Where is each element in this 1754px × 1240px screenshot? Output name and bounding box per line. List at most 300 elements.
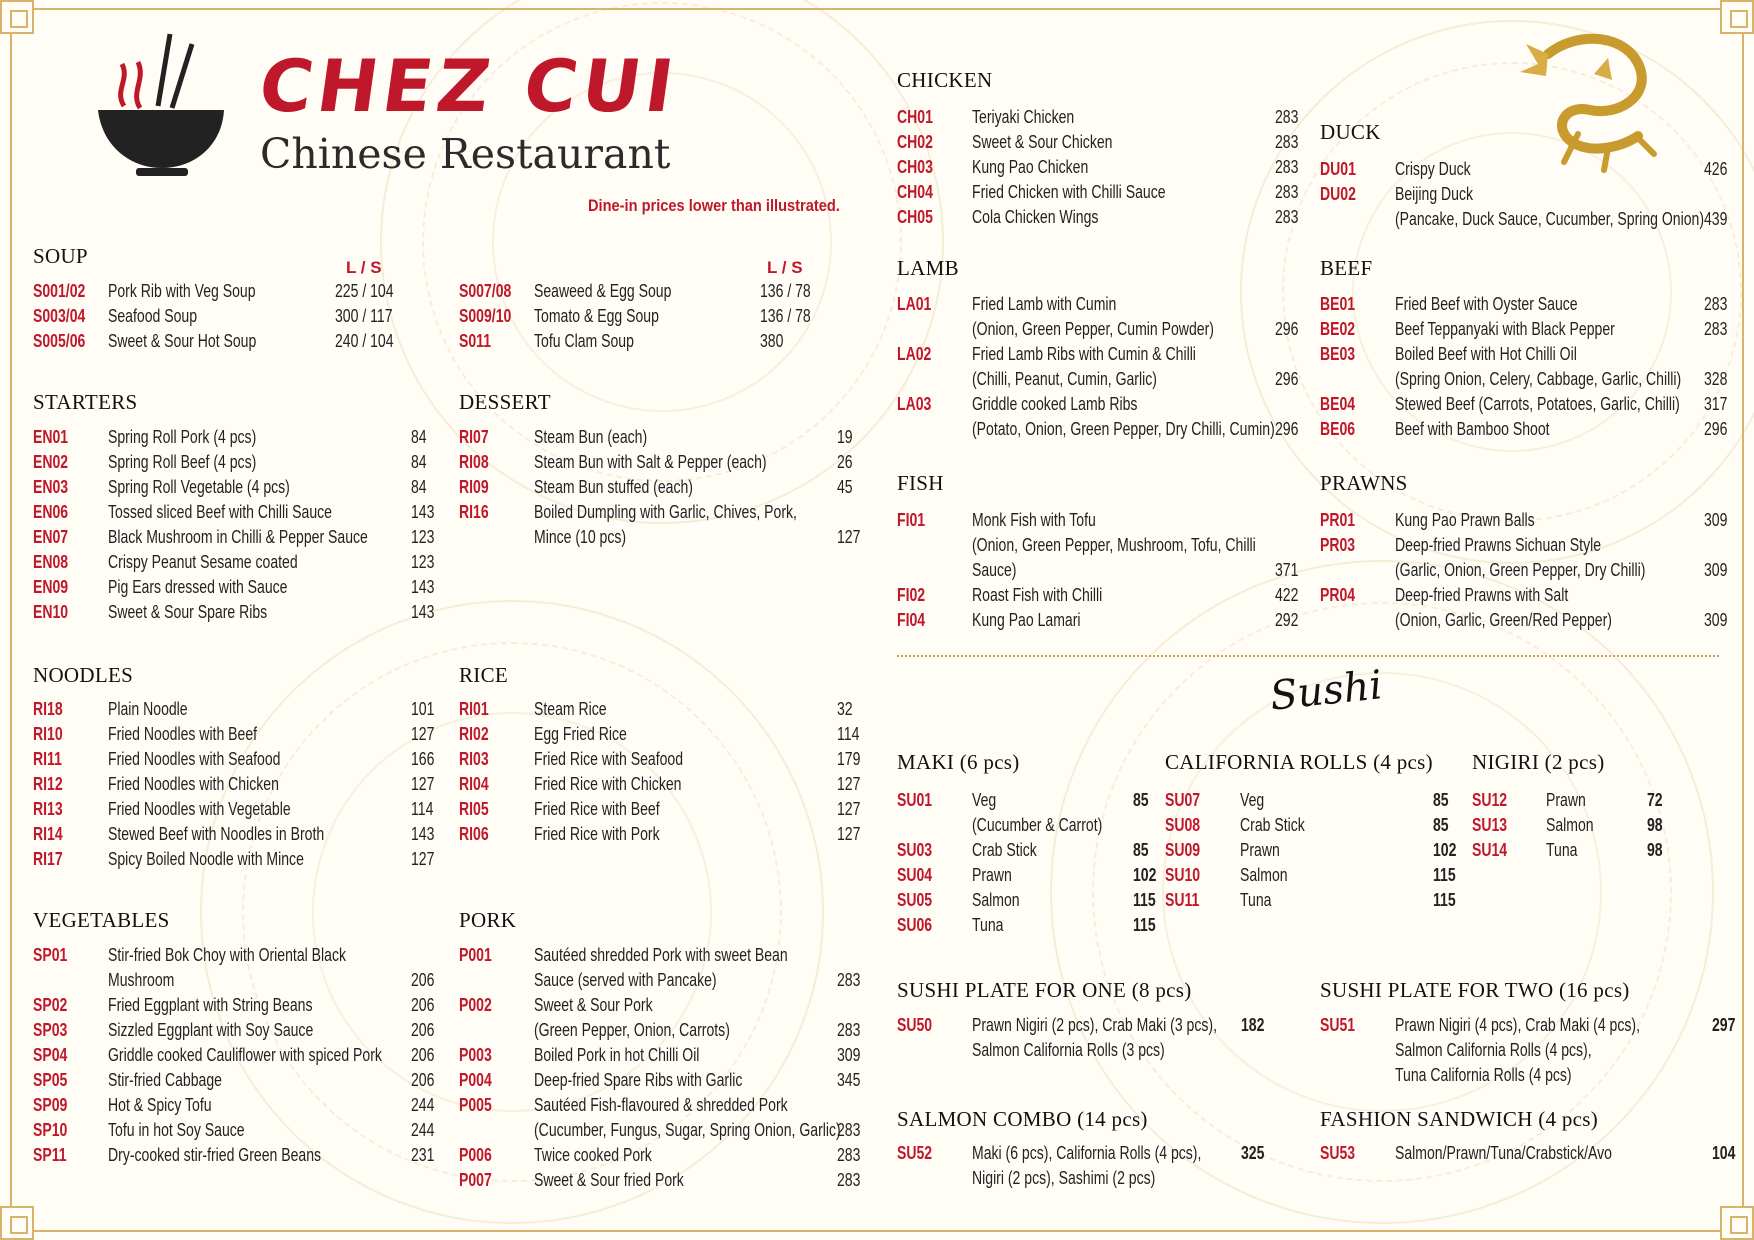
item-code: SP05: [33, 1070, 68, 1090]
item-name: Kung Pao Prawn Balls: [1395, 510, 1535, 530]
item-code: DU02: [1320, 184, 1356, 204]
item-code: SP04: [33, 1045, 68, 1065]
corner-ornament: [0, 1206, 34, 1240]
item-code: RI17: [33, 849, 63, 869]
item-name: Sautéed shredded Pork with sweet Bean: [534, 945, 788, 965]
noodle-bowl-icon: [96, 28, 236, 188]
item-price: 115: [1133, 890, 1156, 910]
item-name: Boiled Pork in hot Chilli Oil: [534, 1045, 700, 1065]
item-code: BE04: [1320, 394, 1356, 414]
item-price: 127: [837, 799, 861, 819]
item-price: 296: [1275, 419, 1299, 439]
section-title-soup: SOUP: [33, 244, 88, 268]
item-price: 84: [411, 477, 427, 497]
sushi-heading: Sushi: [1267, 662, 1385, 720]
item-price: 143: [411, 824, 435, 844]
item-code: PR01: [1320, 510, 1356, 530]
item-code: FI01: [897, 510, 926, 530]
item-code: RI16: [459, 502, 489, 522]
item-price: 101: [411, 699, 435, 719]
item-price: 283: [1275, 157, 1299, 177]
item-name: Tomato & Egg Soup: [534, 306, 659, 326]
item-name: Prawn: [1240, 840, 1280, 860]
item-name: Tuna: [1240, 890, 1272, 910]
item-name: Cola Chicken Wings: [972, 207, 1099, 227]
item-name: Spicy Boiled Noodle with Mince: [108, 849, 304, 869]
item-name: Roast Fish with Chilli: [972, 585, 1103, 605]
item-name: Fried Rice with Seafood: [534, 749, 684, 769]
item-price: 225 / 104: [335, 281, 394, 301]
item-price: 309: [837, 1045, 861, 1065]
item-price: 127: [411, 724, 435, 744]
item-code: BE06: [1320, 419, 1356, 439]
item-name: Crispy Duck: [1395, 159, 1471, 179]
item-code: EN10: [33, 602, 69, 622]
item-name: Salmon California Rolls (3 pcs): [972, 1040, 1165, 1060]
item-name: Hot & Spicy Tofu: [108, 1095, 212, 1115]
item-code: SU12: [1472, 790, 1508, 810]
item-name: Prawn Nigiri (2 pcs), Crab Maki (3 pcs),: [972, 1015, 1217, 1035]
section-title-california-rolls-4-pcs: CALIFORNIA ROLLS (4 pcs): [1165, 750, 1433, 774]
section-title-pork: PORK: [459, 908, 517, 932]
brand-subtitle: Chinese Restaurant: [260, 130, 671, 178]
item-price: 127: [411, 774, 435, 794]
item-name: Prawn: [972, 865, 1012, 885]
item-name: Kung Pao Lamari: [972, 610, 1081, 630]
item-code: RI10: [33, 724, 63, 744]
item-name: Sizzled Eggplant with Soy Sauce: [108, 1020, 314, 1040]
item-code: LA03: [897, 394, 932, 414]
item-price: 309: [1704, 510, 1728, 530]
item-name: (Green Pepper, Onion, Carrots): [534, 1020, 730, 1040]
item-price: 166: [411, 749, 435, 769]
item-code: P006: [459, 1145, 492, 1165]
item-name: Spring Roll Vegetable (4 pcs): [108, 477, 290, 497]
item-price: 127: [837, 527, 861, 547]
corner-ornament: [0, 0, 34, 34]
item-code: P004: [459, 1070, 492, 1090]
item-price: 102: [1433, 840, 1457, 860]
item-price: 317: [1704, 394, 1728, 414]
item-price: 292: [1275, 610, 1299, 630]
item-name: Fried Noodles with Beef: [108, 724, 258, 744]
item-name: Beef Teppanyaki with Black Pepper: [1395, 319, 1615, 339]
item-code: SU53: [1320, 1143, 1356, 1163]
item-name: Kung Pao Chicken: [972, 157, 1089, 177]
item-price: 85: [1433, 815, 1449, 835]
item-code: SU51: [1320, 1015, 1356, 1035]
item-name: Sautéed Fish-flavoured & shredded Pork: [534, 1095, 788, 1115]
item-price: 45: [837, 477, 853, 497]
item-code: S003/04: [33, 306, 86, 326]
item-price: 98: [1647, 840, 1663, 860]
item-name: Steam Bun with Salt & Pepper (each): [534, 452, 767, 472]
item-price: 345: [837, 1070, 861, 1090]
item-name: Tofu in hot Soy Sauce: [108, 1120, 245, 1140]
item-name: Crispy Peanut Sesame coated: [108, 552, 298, 572]
item-price: 85: [1133, 790, 1149, 810]
item-code: SU04: [897, 865, 933, 885]
item-name: (Pancake, Duck Sauce, Cucumber, Spring Onion): [1395, 209, 1705, 229]
item-name: (Cucumber, Fungus, Sugar, Spring Onion, Garlic): [534, 1120, 841, 1140]
item-price: 283: [1704, 294, 1728, 314]
item-price: 72: [1647, 790, 1663, 810]
item-price: 84: [411, 452, 427, 472]
item-name: Sweet & Sour Chicken: [972, 132, 1113, 152]
item-price: 115: [1133, 915, 1156, 935]
section-title-lamb: LAMB: [897, 256, 959, 280]
item-code: FI04: [897, 610, 926, 630]
item-code: EN07: [33, 527, 69, 547]
item-price: 115: [1433, 865, 1456, 885]
dine-in-notice: Dine-in prices lower than illustrated.: [588, 196, 840, 215]
item-price: 206: [411, 995, 435, 1015]
item-price: 102: [1133, 865, 1157, 885]
item-code: FI02: [897, 585, 926, 605]
item-code: P007: [459, 1170, 492, 1190]
item-code: S005/06: [33, 331, 86, 351]
item-name: Sweet & Sour Pork: [534, 995, 653, 1015]
item-name: Dry-cooked stir-fried Green Beans: [108, 1145, 322, 1165]
item-price: 300 / 117: [335, 306, 393, 326]
item-code: SP10: [33, 1120, 68, 1140]
item-name: Beef with Bamboo Shoot: [1395, 419, 1550, 439]
item-price: 84: [411, 427, 427, 447]
item-name: Steam Bun (each): [534, 427, 648, 447]
item-code: CH02: [897, 132, 933, 152]
item-name: Fried Lamb Ribs with Cumin & Chilli: [972, 344, 1196, 364]
item-name: Fried Noodles with Chicken: [108, 774, 279, 794]
item-name: Fried Rice with Beef: [534, 799, 660, 819]
item-name: Beijing Duck: [1395, 184, 1474, 204]
item-code: P005: [459, 1095, 492, 1115]
item-price: 244: [411, 1120, 435, 1140]
item-price: 283: [1275, 132, 1299, 152]
corner-ornament: [1720, 1206, 1754, 1240]
item-name: (Spring Onion, Celery, Cabbage, Garlic, Chilli): [1395, 369, 1682, 389]
item-name: Stewed Beef (Carrots, Potatoes, Garlic, Chilli): [1395, 394, 1680, 414]
item-name: Steam Rice: [534, 699, 607, 719]
item-code: SU01: [897, 790, 933, 810]
item-name: Boiled Dumpling with Garlic, Chives, Pork,: [534, 502, 797, 522]
dragon-icon: [1508, 24, 1668, 174]
item-code: RI05: [459, 799, 489, 819]
item-price: 283: [837, 1120, 861, 1140]
item-price: 26: [837, 452, 853, 472]
item-price: 206: [411, 970, 435, 990]
item-price: 182: [1241, 1015, 1265, 1035]
item-code: LA01: [897, 294, 932, 314]
item-price: 283: [837, 970, 861, 990]
item-name: Veg: [972, 790, 997, 810]
item-code: CH05: [897, 207, 933, 227]
item-name: Fried Rice with Chicken: [534, 774, 682, 794]
section-title-salmon-combo-14-pcs: SALMON COMBO (14 pcs): [897, 1107, 1148, 1131]
item-code: EN03: [33, 477, 69, 497]
item-name: Deep-fried Prawns with Salt: [1395, 585, 1569, 605]
item-price: 231: [411, 1145, 435, 1165]
item-price: 127: [837, 774, 861, 794]
item-name: Mushroom: [108, 970, 175, 990]
item-code: PR04: [1320, 585, 1356, 605]
item-code: RI01: [459, 699, 489, 719]
item-name: Nigiri (2 pcs), Sashimi (2 pcs): [972, 1168, 1156, 1188]
item-price: 123: [411, 527, 435, 547]
item-name: Deep-fried Prawns Sichuan Style: [1395, 535, 1602, 555]
item-price: 309: [1704, 560, 1728, 580]
item-price: 296: [1704, 419, 1728, 439]
item-name: Fried Rice with Pork: [534, 824, 660, 844]
item-name: Tossed sliced Beef with Chilli Sauce: [108, 502, 332, 522]
item-price: 244: [411, 1095, 435, 1115]
item-price: 240 / 104: [335, 331, 394, 351]
item-name: Teriyaki Chicken: [972, 107, 1075, 127]
item-code: SP03: [33, 1020, 68, 1040]
section-title-dessert: DESSERT: [459, 390, 551, 414]
item-name: (Onion, Green Pepper, Cumin Powder): [972, 319, 1214, 339]
item-price: 309: [1704, 610, 1728, 630]
item-name: Plain Noodle: [108, 699, 188, 719]
item-name: Deep-fried Spare Ribs with Garlic: [534, 1070, 743, 1090]
item-code: S011: [459, 331, 492, 351]
item-price: 127: [411, 849, 435, 869]
item-name: Salmon: [972, 890, 1020, 910]
item-code: SU07: [1165, 790, 1201, 810]
item-name: Salmon: [1240, 865, 1288, 885]
item-name: Tuna: [1546, 840, 1578, 860]
section-title-beef: BEEF: [1320, 256, 1373, 280]
item-code: RI08: [459, 452, 489, 472]
item-price: 283: [837, 1170, 861, 1190]
item-name: Seafood Soup: [108, 306, 198, 326]
item-price: 283: [1275, 207, 1299, 227]
item-name: Stir-fried Cabbage: [108, 1070, 222, 1090]
section-title-sushi-plate-for-two-16-pcs: SUSHI PLATE FOR TWO (16 pcs): [1320, 978, 1630, 1002]
item-name: Pig Ears dressed with Sauce: [108, 577, 288, 597]
item-code: CH03: [897, 157, 933, 177]
item-code: RI14: [33, 824, 63, 844]
item-price: 143: [411, 602, 435, 622]
item-name: (Cucumber & Carrot): [972, 815, 1103, 835]
item-name: Griddle cooked Lamb Ribs: [972, 394, 1138, 414]
item-name: Sweet & Sour Spare Ribs: [108, 602, 268, 622]
item-code: SP09: [33, 1095, 68, 1115]
item-code: EN06: [33, 502, 69, 522]
item-price: 283: [1275, 107, 1299, 127]
item-price: 19: [837, 427, 853, 447]
item-price: 85: [1433, 790, 1449, 810]
item-name: Crab Stick: [1240, 815, 1305, 835]
item-name: Sweet & Sour Hot Soup: [108, 331, 257, 351]
item-price: 206: [411, 1045, 435, 1065]
item-name: Maki (6 pcs), California Rolls (4 pcs),: [972, 1143, 1202, 1163]
item-price: 136 / 78: [760, 281, 811, 301]
item-price: 325: [1241, 1143, 1265, 1163]
item-code: P003: [459, 1045, 492, 1065]
item-price: 115: [1433, 890, 1456, 910]
item-price: 380: [760, 331, 784, 351]
item-code: RI09: [459, 477, 489, 497]
item-code: SP02: [33, 995, 68, 1015]
item-code: RI07: [459, 427, 489, 447]
item-name: Tuna: [972, 915, 1004, 935]
item-code: CH04: [897, 182, 933, 202]
size-header: L / S: [346, 258, 382, 277]
item-code: SU52: [897, 1143, 933, 1163]
section-title-prawns: PRAWNS: [1320, 471, 1408, 495]
item-code: SU03: [897, 840, 933, 860]
section-title-rice: RICE: [459, 663, 509, 687]
item-price: 426: [1704, 159, 1728, 179]
item-name: Pork Rib with Veg Soup: [108, 281, 256, 301]
section-title-noodles: NOODLES: [33, 663, 134, 687]
item-code: EN08: [33, 552, 69, 572]
section-title-nigiri-2-pcs: NIGIRI (2 pcs): [1472, 750, 1605, 774]
item-price: 283: [1704, 319, 1728, 339]
item-name: Stir-fried Bok Choy with Oriental Black: [108, 945, 346, 965]
item-price: 143: [411, 577, 435, 597]
item-code: EN09: [33, 577, 69, 597]
item-code: SU08: [1165, 815, 1201, 835]
item-code: PR03: [1320, 535, 1356, 555]
item-name: Griddle cooked Cauliflower with spiced Pork: [108, 1045, 382, 1065]
item-code: BE02: [1320, 319, 1356, 339]
section-title-duck: DUCK: [1320, 120, 1381, 144]
item-code: DU01: [1320, 159, 1356, 179]
item-name: Seaweed & Egg Soup: [534, 281, 672, 301]
item-price: 104: [1712, 1143, 1736, 1163]
item-name: Sauce): [972, 560, 1017, 580]
item-name: Veg: [1240, 790, 1265, 810]
item-price: 123: [411, 552, 435, 572]
item-price: 98: [1647, 815, 1663, 835]
item-price: 143: [411, 502, 435, 522]
item-code: SP01: [33, 945, 68, 965]
item-name: Prawn: [1546, 790, 1586, 810]
item-name: Crab Stick: [972, 840, 1037, 860]
item-code: RI18: [33, 699, 63, 719]
item-price: 206: [411, 1070, 435, 1090]
item-name: Twice cooked Pork: [534, 1145, 652, 1165]
item-name: Fried Eggplant with String Beans: [108, 995, 313, 1015]
size-header: L / S: [767, 258, 803, 277]
item-code: S007/08: [459, 281, 512, 301]
item-price: 179: [837, 749, 861, 769]
item-code: SU10: [1165, 865, 1201, 885]
item-name: Fried Chicken with Chilli Sauce: [972, 182, 1166, 202]
item-code: RI12: [33, 774, 63, 794]
item-price: 114: [411, 799, 434, 819]
item-name: Prawn Nigiri (4 pcs), Crab Maki (4 pcs),: [1395, 1015, 1640, 1035]
item-code: BE01: [1320, 294, 1356, 314]
item-price: 85: [1133, 840, 1149, 860]
item-name: Salmon California Rolls (4 pcs),: [1395, 1040, 1592, 1060]
item-name: (Chilli, Peanut, Cumin, Garlic): [972, 369, 1157, 389]
item-price: 371: [1275, 560, 1299, 580]
item-code: P002: [459, 995, 492, 1015]
item-name: Spring Roll Beef (4 pcs): [108, 452, 257, 472]
item-code: RI04: [459, 774, 489, 794]
section-title-vegetables: VEGETABLES: [33, 908, 170, 932]
section-title-sushi-plate-for-one-8-pcs: SUSHI PLATE FOR ONE (8 pcs): [897, 978, 1192, 1002]
section-title-fashion-sandwich-4-pcs: FASHION SANDWICH (4 pcs): [1320, 1107, 1599, 1131]
item-code: RI02: [459, 724, 489, 744]
item-code: RI06: [459, 824, 489, 844]
item-price: 283: [1275, 182, 1299, 202]
item-price: 283: [837, 1145, 861, 1165]
item-price: 283: [837, 1020, 861, 1040]
item-name: Salmon: [1546, 815, 1594, 835]
item-code: EN01: [33, 427, 69, 447]
item-code: SU06: [897, 915, 933, 935]
item-code: S001/02: [33, 281, 86, 301]
item-code: BE03: [1320, 344, 1356, 364]
item-price: 127: [837, 824, 861, 844]
item-price: 296: [1275, 319, 1299, 339]
item-price: 422: [1275, 585, 1299, 605]
item-code: P001: [459, 945, 492, 965]
item-code: SU14: [1472, 840, 1508, 860]
item-code: SU11: [1165, 890, 1200, 910]
item-price: 439: [1704, 209, 1728, 229]
item-name: Egg Fried Rice: [534, 724, 627, 744]
item-price: 114: [837, 724, 860, 744]
item-code: SP11: [33, 1145, 67, 1165]
item-name: (Garlic, Onion, Green Pepper, Dry Chilli): [1395, 560, 1646, 580]
item-name: Black Mushroom in Chilli & Pepper Sauce: [108, 527, 368, 547]
section-title-starters: STARTERS: [33, 390, 138, 414]
restaurant-logo: [96, 28, 684, 188]
item-name: Sweet & Sour fried Pork: [534, 1170, 684, 1190]
item-code: SU05: [897, 890, 933, 910]
item-name: Fried Beef with Oyster Sauce: [1395, 294, 1578, 314]
item-name: Sauce (served with Pancake): [534, 970, 717, 990]
corner-ornament: [1720, 0, 1754, 34]
item-name: (Potato, Onion, Green Pepper, Dry Chilli, Cumin): [972, 419, 1275, 439]
item-code: EN02: [33, 452, 69, 472]
item-name: Fried Noodles with Vegetable: [108, 799, 291, 819]
item-code: S009/10: [459, 306, 512, 326]
item-name: Boiled Beef with Hot Chilli Oil: [1395, 344, 1577, 364]
item-code: SU50: [897, 1015, 933, 1035]
item-price: 136 / 78: [760, 306, 811, 326]
item-price: 32: [837, 699, 853, 719]
item-code: SU09: [1165, 840, 1201, 860]
item-name: Monk Fish with Tofu: [972, 510, 1096, 530]
item-name: Stewed Beef with Noodles in Broth: [108, 824, 325, 844]
item-name: Tuna California Rolls (4 pcs): [1395, 1065, 1572, 1085]
item-name: Steam Bun stuffed (each): [534, 477, 693, 497]
item-name: (Onion, Green Pepper, Mushroom, Tofu, Chilli: [972, 535, 1256, 555]
item-code: CH01: [897, 107, 933, 127]
item-code: SU13: [1472, 815, 1508, 835]
item-price: 296: [1275, 369, 1299, 389]
item-price: 297: [1712, 1015, 1736, 1035]
item-name: Mince (10 pcs): [534, 527, 627, 547]
brand-name: CHEZ CUI: [254, 44, 684, 128]
section-title-chicken: CHICKEN: [897, 68, 993, 92]
item-code: RI03: [459, 749, 489, 769]
item-price: 206: [411, 1020, 435, 1040]
item-name: Fried Lamb with Cumin: [972, 294, 1117, 314]
item-name: Salmon/Prawn/Tuna/Crabstick/Avo: [1395, 1143, 1612, 1163]
item-code: RI11: [33, 749, 62, 769]
section-title-maki-6-pcs: MAKI (6 pcs): [897, 750, 1020, 774]
item-code: LA02: [897, 344, 932, 364]
item-name: Fried Noodles with Seafood: [108, 749, 281, 769]
section-title-fish: FISH: [897, 471, 944, 495]
item-code: RI13: [33, 799, 63, 819]
